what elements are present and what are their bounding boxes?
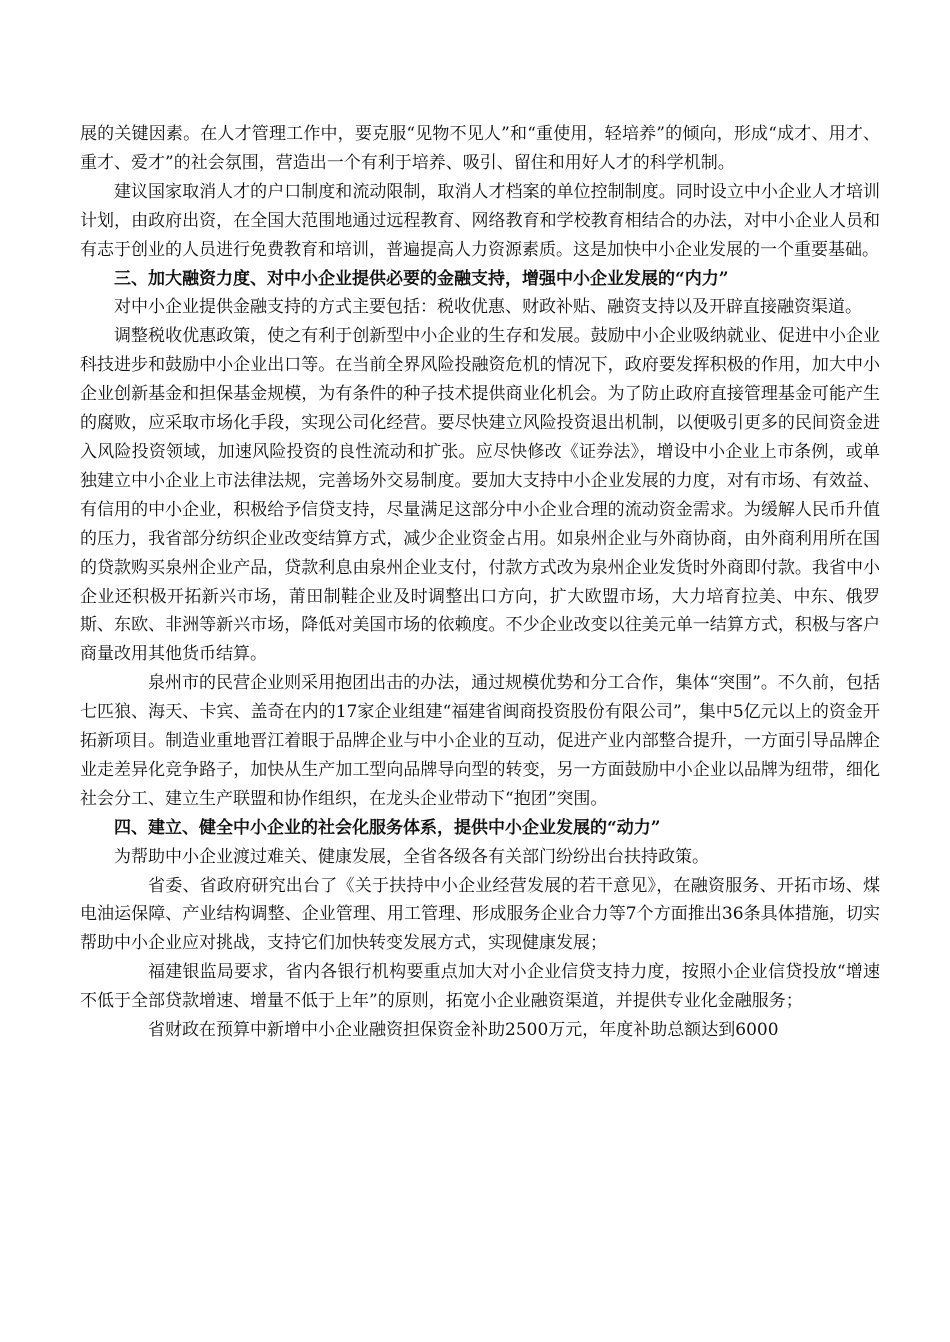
document-page [80, 120, 880, 1045]
paragraph-quanzhou: 泉州市的民营企业则采用抱团出击的办法，通过规模优势和分工合作，集体“突围”。不久前，包括七匹狼、海天、卡宾、盖奇在内的17家企业组建“福建省闽商投资股份有限公司”，集中5亿元以上的资金开拓新项目。制造业重地晋江着眼于品牌企业与中小企业的互动，促进产业内部整合提升，一方面引导品牌企业走差异化竞争路子，加快从生产加工型向品牌导向型的转变，另一方面鼓励中小企业以品牌为纽带，细化社会分工、建立生产联盟和协作组织，在龙头企业带动下“抱团”突围。 [80, 673, 880, 809]
paragraph-provincial-opinions: 省委、省政府研究出台了《关于扶持中小企业经营发展的若干意见》，在融资服务、开拓市场、煤电油运保障、产业结构调整、企业管理、用工管理、形成服务企业合力等7个方面推出36条具体措施，切实帮助中小企业应对挑战，支持它们加快转变发展方式，实现健康发展； [80, 875, 880, 954]
paragraph-banking-regulation: 福建银监局要求，省内各银行机构要重点加大对小企业信贷支持力度，按照小企业信贷投放“增速不低于全部贷款增速、增量不低于上年”的原则，拓宽小企业融资渠道，并提供专业化金融服务； [80, 962, 880, 1012]
paragraph-financial-support: 对中小企业提供金融支持的方式主要包括：税收优惠、财政补贴、融资支持以及开辟直接融资渠道。 [114, 297, 862, 318]
section-heading-three: 三、加大融资力度、对中小企业提供必要的金融支持，增强中小企业发展的“内力” [114, 268, 729, 289]
paragraph-financial-subsidy: 省财政在预算中新增中小企业融资担保资金补助2500万元，年度补助总额达到6000 [148, 1020, 779, 1041]
paragraph-talent-mechanism: 展的关键因素。在人才管理工作中，要克服“见物不见人”和“重使用，轻培养”的倾向，形成“成才、用才、重才、爱才”的社会氛围，营造出一个有利于培养、吸引、留住和用好人才的科学机制。 [80, 124, 880, 173]
section-heading-four: 四、建立、健全中小企业的社会化服务体系，提供中小企业发展的“动力” [114, 817, 661, 838]
paragraph-talent-policy: 建议国家取消人才的户口制度和流动限制，取消人才档案的单位控制制度。同时设立中小企业人才培训计划，由政府出资，在全国大范围地通过远程教育、网络教育和学校教育相结合的办法，对中小企业人员和有志于创业的人员进行免费教育和培训，普遍提高人力资源素质。这是加快中小企业发展的一个重要基础。 [80, 181, 880, 260]
paragraph-tax-policy: 调整税收优惠政策，使之有利于创新型中小企业的生存和发展。鼓励中小企业吸纳就业、促进中小企业科技进步和鼓励中小企业出口等。在当前全界风险投融资危机的情况下，政府要发挥积极的作用，加大中小企业创新基金和担保基金规模，为有条件的种子技术提供商业化机会。为了防止政府直接管理基金可能产生的腐败，应采取市场化手段，实现公司化经营。要尽快建立风险投资退出机制，以便吸引更多的民间资金进入风险投资领域，加速风险投资的良性流动和扩张。应尽快修改《证券法》，增设中小企业上市条例，或单独建立中小企业上市法律法规，完善场外交易制度。要加大支持中小企业发展的力度，对有市场、有效益、有信用的中小企业，积极给予信贷支持，尽量满足这部分中小企业合理的流动资金需求。为缓解人民币升值的压力，我省部分纺织企业改变结算方式，减少企业资金占用。如泉州企业与外商协商，由外商利用所在国的贷款购买泉州企业产品，贷款利息由泉州企业支付，付款方式改为泉州企业发货时外商即付款。我省中小企业还积极开拓新兴市场，莆田制鞋企业及时调整出口方向，扩大欧盟市场，大力培育拉美、中东、俄罗斯、东欧、非洲等新兴市场，降低对美国市场的依赖度。不少企业改变以往美元单一结算方式，积极与客户商量改用其他货币结算。 [80, 326, 880, 665]
paragraph-support-policies: 为帮助中小企业渡过难关、健康发展，全省各级各有关部门纷纷出台扶持政策。 [114, 846, 709, 867]
